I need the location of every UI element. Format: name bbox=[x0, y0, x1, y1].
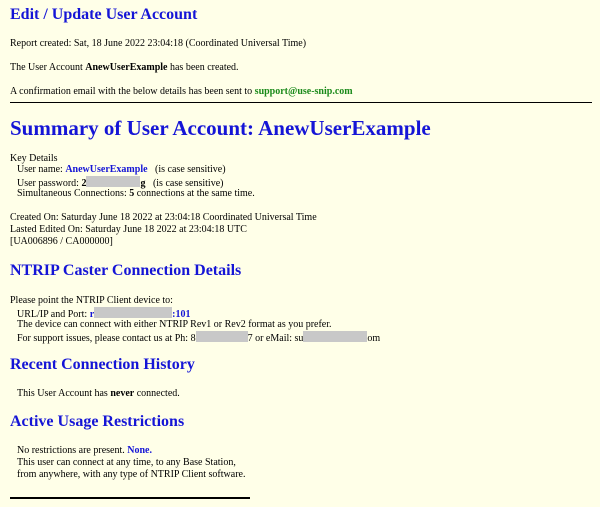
summary-title: Summary of User Account: AnewUserExample bbox=[10, 116, 431, 140]
divider bbox=[10, 102, 592, 103]
report-created: Report created: Sat, 18 June 2022 23:04:18 (Coordinated Universal Time) bbox=[10, 38, 307, 49]
restrictions-line1-pre: No restrictions are present. bbox=[17, 445, 128, 456]
created-message-post: has been created. bbox=[167, 62, 239, 73]
history-text-bold: never bbox=[110, 388, 135, 399]
url-redaction bbox=[94, 307, 172, 318]
email-message bbox=[10, 86, 353, 98]
password-start: 2 bbox=[81, 178, 87, 189]
bottom-divider bbox=[10, 497, 250, 499]
created-on: Created On: Saturday June 18 2022 at 23:04:18 Coordinated Universal Time bbox=[10, 212, 317, 223]
created-message bbox=[10, 62, 239, 74]
password-note: (is case sensitive) bbox=[152, 178, 224, 189]
support-end: om bbox=[367, 333, 381, 344]
account-ids: [UA006896 / CA000000] bbox=[10, 236, 113, 247]
restrictions-line1 bbox=[17, 445, 152, 457]
phone-redaction bbox=[196, 331, 248, 342]
rev-note: The device can connect with either NTRIP Rev1 or Rev2 format as you prefer. bbox=[17, 319, 332, 330]
support-mid: 7 or eMail: su bbox=[247, 333, 304, 344]
history-text-pre: This User Account has bbox=[17, 388, 111, 399]
created-account-name: AnewUserExample bbox=[85, 62, 168, 73]
simultaneous-value: 5 bbox=[129, 188, 135, 199]
username-note: (is case sensitive) bbox=[155, 164, 226, 175]
restrictions-line2: This user can connect at any time, to any Base Station, bbox=[17, 457, 236, 468]
email-redaction bbox=[303, 331, 367, 342]
support-row bbox=[17, 331, 380, 345]
password-redaction bbox=[86, 176, 140, 187]
restrictions-line3: from anywhere, with any type of NTRIP Client software. bbox=[17, 469, 246, 480]
ntrip-title: NTRIP Caster Connection Details bbox=[10, 262, 242, 279]
support-pre: For support issues, please contact us at Ph: 8 bbox=[17, 333, 196, 344]
username-row bbox=[17, 164, 226, 176]
restrictions-title: Active Usage Restrictions bbox=[10, 413, 185, 430]
ntrip-intro: Please point the NTRIP Client device to: bbox=[10, 295, 173, 306]
created-message-pre: The User Account bbox=[10, 62, 86, 73]
restrictions-none: None. bbox=[127, 445, 152, 456]
username-label: User name: bbox=[17, 164, 66, 175]
password-label: User password: bbox=[17, 178, 82, 189]
url-start: r bbox=[89, 309, 95, 320]
key-details-label: Key Details bbox=[10, 153, 58, 164]
password-end: g bbox=[140, 178, 146, 189]
support-email-link[interactable]: support@use-snip.com bbox=[254, 86, 353, 97]
history-text-post: connected. bbox=[134, 388, 180, 399]
username-value: AnewUserExample bbox=[65, 164, 148, 175]
simultaneous-note: connections at the same time. bbox=[134, 188, 255, 199]
history-text bbox=[17, 388, 180, 400]
history-title: Recent Connection History bbox=[10, 356, 195, 373]
simultaneous-label: Simultaneous Connections: bbox=[17, 188, 130, 199]
edited-on: Lasted Edited On: Saturday June 18 2022 at 23:04:18 UTC bbox=[10, 224, 247, 235]
url-port: :101 bbox=[172, 309, 191, 320]
simultaneous-row bbox=[17, 188, 255, 200]
page-title: Edit / Update User Account bbox=[10, 6, 198, 23]
url-label: URL/IP and Port: bbox=[17, 309, 90, 320]
email-message-pre: A confirmation email with the below details has been sent to bbox=[10, 86, 255, 97]
